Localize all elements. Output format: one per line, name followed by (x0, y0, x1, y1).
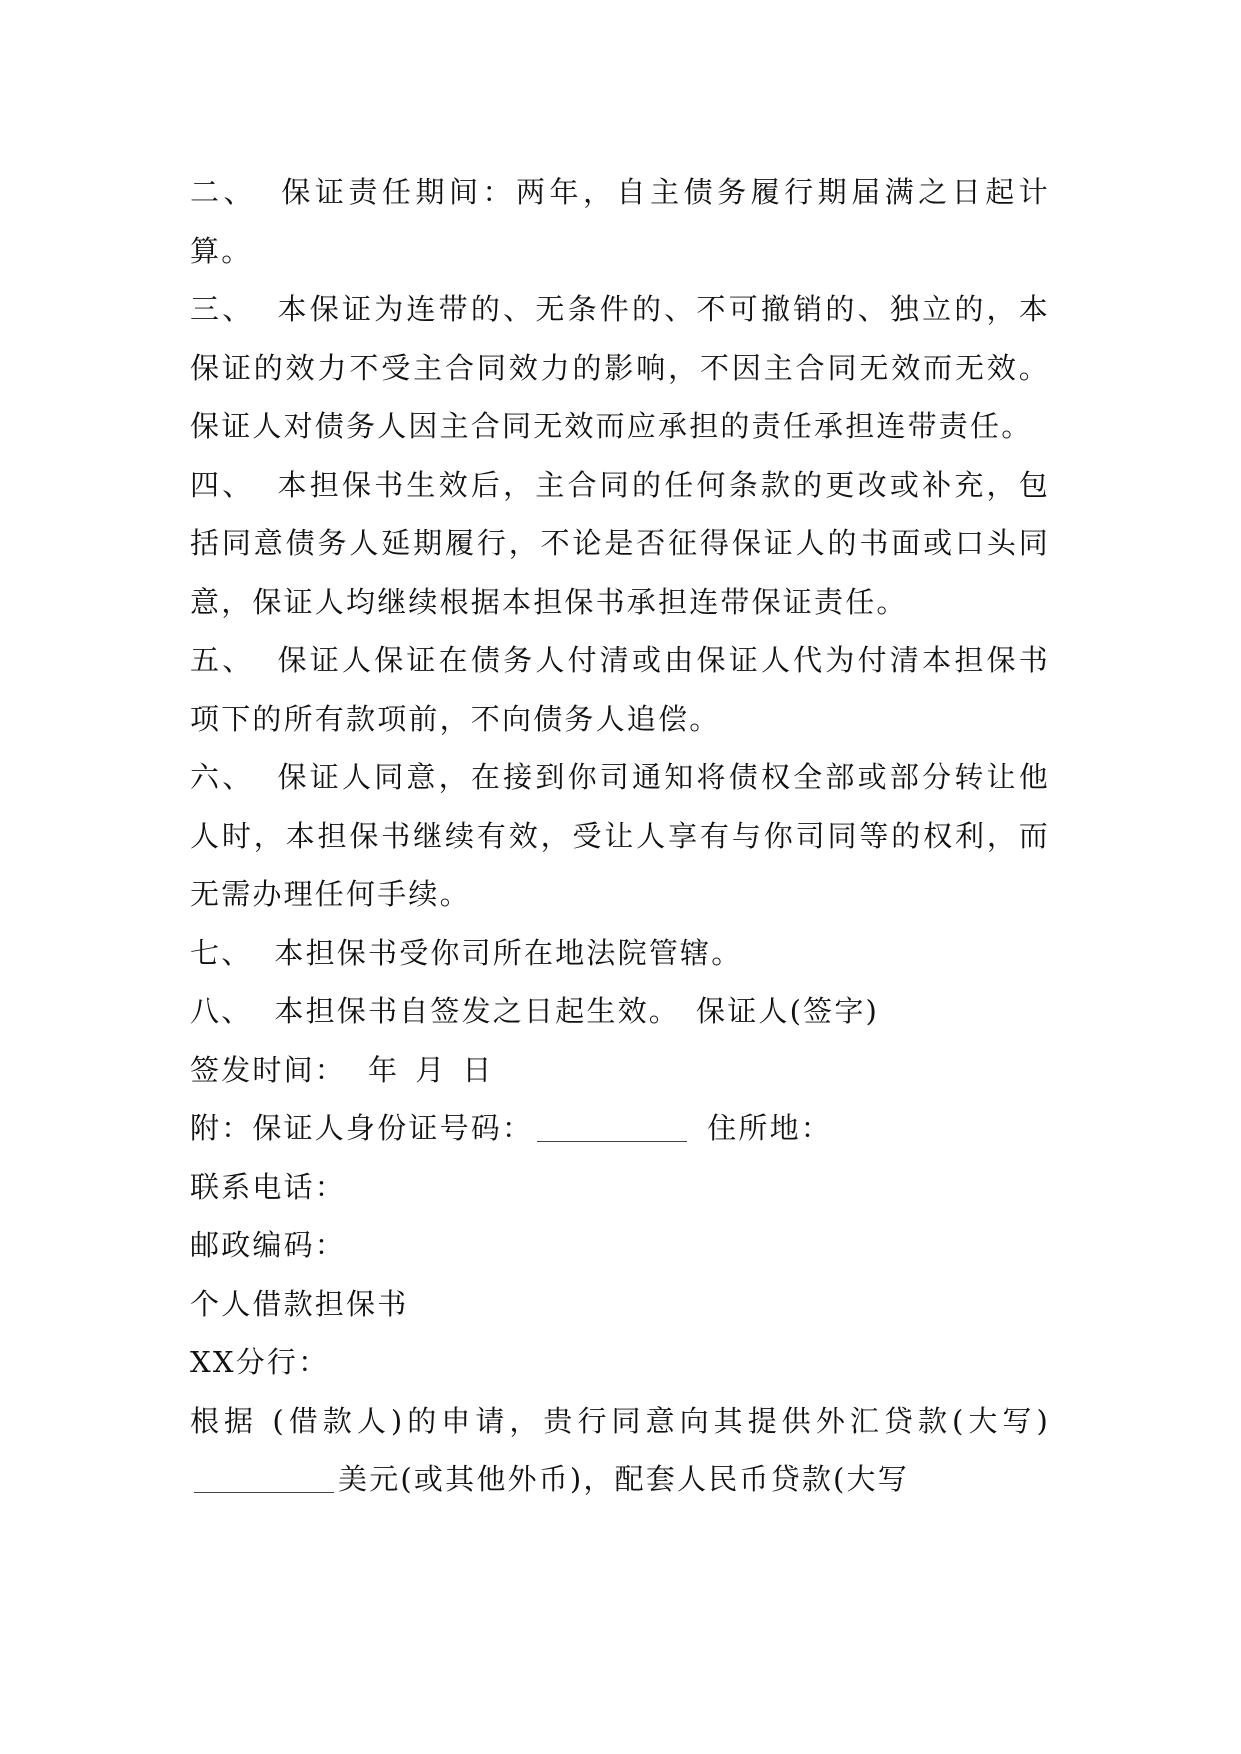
clause-4 (190, 456, 1050, 632)
clause-number: 四、 (190, 467, 255, 502)
clause-number: 二、 (190, 175, 258, 209)
clause-text: 保证人同意，在接到你司通知将债权全部或部分转让他人时，本担保书继续有效，受让人享有与你司同等的权利，而无需办理任何手续。 (190, 760, 1050, 911)
addressee-line (190, 1333, 1050, 1392)
postcode-label: 邮政编码： (190, 1228, 347, 1262)
clause-text: 保证人保证在债务人付清或由保证人代为付清本担保书项下的所有款项前，不向债务人追偿。 (190, 643, 1050, 736)
id-number-blank (537, 1111, 687, 1142)
clause-text: 本担保书自签发之日起生效。 (274, 994, 681, 1028)
loan-body-part1: 根据 (借款人)的申请，贵行同意向其提供外汇贷款(大写) (190, 1403, 1050, 1438)
clause-2 (190, 163, 1050, 280)
clause-7 (190, 924, 1050, 983)
second-document-title (190, 1275, 1050, 1334)
clause-number: 三、 (190, 292, 255, 326)
postcode-line (190, 1216, 1050, 1275)
sign-date-line (190, 1041, 1050, 1100)
clause-text: 保证责任期间：两年，自主债务履行期届满之日起计算。 (190, 175, 1050, 268)
clause-number: 五、 (190, 643, 255, 677)
id-number-label: 附：保证人身份证号码： (190, 1111, 534, 1145)
document-body (190, 163, 1050, 1509)
clause-6 (190, 748, 1050, 924)
address-label: 住所地： (707, 1111, 833, 1145)
clause-8 (190, 982, 1050, 1041)
clause-number: 七、 (190, 935, 253, 970)
sign-date-year: 年 (368, 1052, 400, 1087)
sign-date-label: 签发时间： (190, 1052, 347, 1087)
loan-body-paragraph (190, 1392, 1050, 1509)
addressee: XX分行： (190, 1345, 330, 1379)
phone-line (190, 1158, 1050, 1217)
clause-5 (190, 631, 1050, 748)
foreign-loan-amount-blank (194, 1462, 334, 1493)
clause-number: 六、 (190, 760, 255, 794)
signature-label: 保证人(签字) (696, 994, 880, 1028)
phone-label: 联系电话： (190, 1169, 347, 1204)
clause-text: 本担保书受你司所在地法院管辖。 (274, 935, 743, 970)
clause-number: 八、 (190, 994, 253, 1028)
loan-body-part2: 美元(或其他外币)，配套人民币贷款(大写 (338, 1462, 909, 1496)
document-title: 个人借款担保书 (190, 1286, 409, 1321)
clause-text: 本担保书生效后，主合同的任何条款的更改或补充，包括同意债务人延期履行，不论是否征得保证人的书面或口头同意，保证人均继续根据本担保书承担连带保证责任。 (190, 467, 1050, 619)
sign-date-day: 日 (462, 1052, 494, 1087)
sign-date-month: 月 (415, 1052, 447, 1087)
clause-text: 本保证为连带的、无条件的、不可撤销的、独立的，本保证的效力不受主合同效力的影响，不因主合同无效而无效。保证人对债务人因主合同无效而应承担的责任承担连带责任。 (190, 292, 1050, 443)
appendix-line (190, 1099, 1050, 1158)
clause-3 (190, 280, 1050, 456)
